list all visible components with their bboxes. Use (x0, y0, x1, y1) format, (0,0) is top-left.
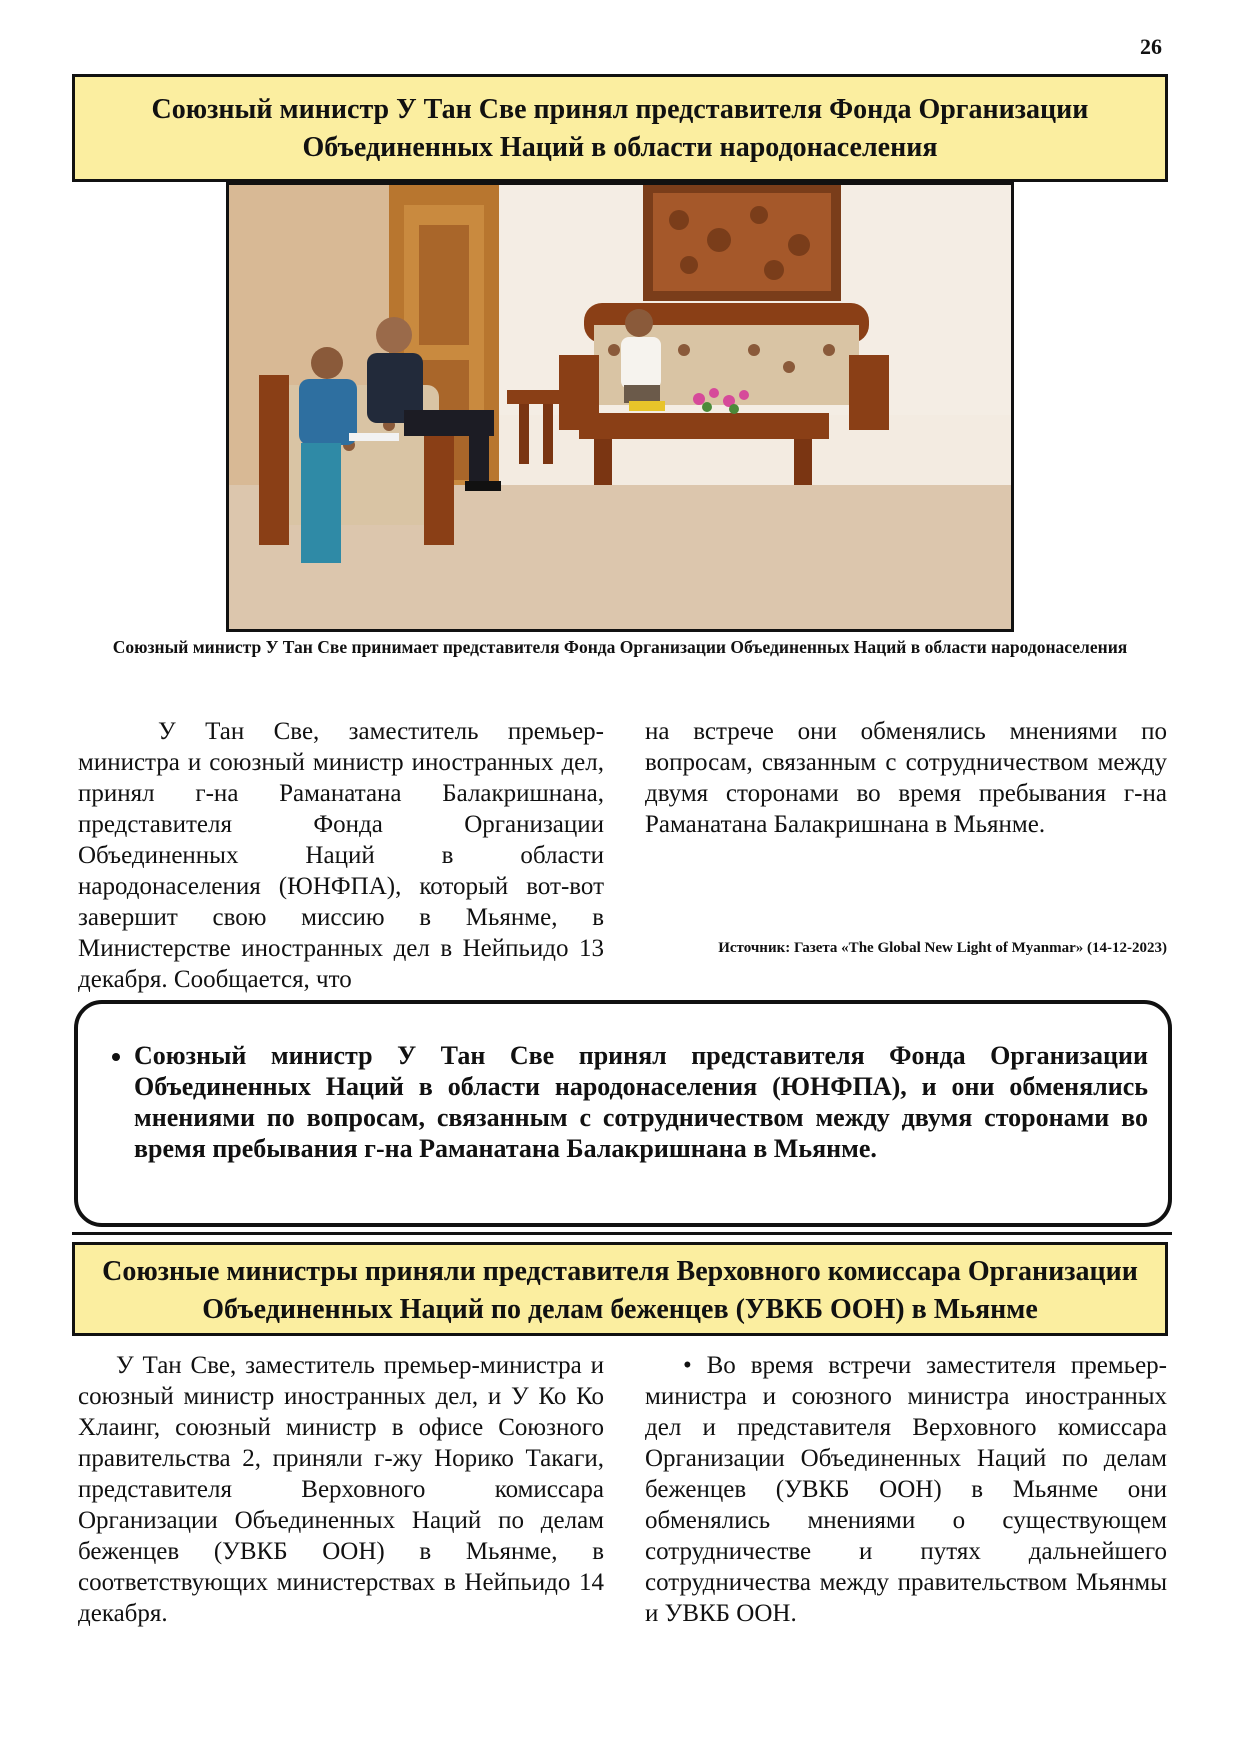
summary-bullet: • Союзный министр У Тан Све принял представителя Фонда Организации Объединенных Наций в области народонаселения (ЮНФПА), и они обменялись мнениями по вопросам, связанным с сотрудничеством между двумя сторонами во время пребывания г-на Раманатана Балакришнана в Мьянме. (134, 1040, 1148, 1164)
article-headline (72, 1242, 1168, 1336)
article-paragraph: У Тан Све, заместитель премьер-министра и союзный министр иностранных дел, принял г-на Раманатана Балакришнана, представителя Фонда Организации Объединенных Наций в области народонаселения (ЮНФПА), который вот-вот завершит свою миссию в Мьянме, в Министерстве иностранных дел в Нейпьидо 13 декабря. Сообщается, что (78, 718, 604, 993)
article-column-right (645, 716, 1167, 840)
article-headline-text: Союзный министр У Тан Све принял представителя Фонда Организации Объединенных Наций в области народонаселения (151, 94, 1089, 163)
article-paragraph: на встрече они обменялись мнениями по вопросам, связанным с сотрудничеством между двумя сторонами во время пребывания г-на Раманатана Балакришнана в Мьянме. (645, 718, 1167, 838)
source-credit: Источник: Газета «The Global New Light of Myanmar» (14-12-2023) (718, 940, 1167, 956)
article-paragraph: У Тан Све, заместитель премьер-министра и союзный министр иностранных дел, и У Ко Ко Хлаинг, союзный министр в офисе Союзного правительства 2, приняли г-жу Норико Такаги, представителя Верховного комиссара Организации Объединенных Наций по делам беженцев (УВКБ ООН) в Мьянме, в соответствующих министерствах в Нейпьидо 14 декабря. (78, 1352, 604, 1627)
photo-caption: Союзный министр У Тан Све принимает представителя Фонда Организации Объединенных Наций в области народонаселения (112, 637, 1128, 657)
article-column-right (645, 1350, 1167, 1629)
page-number: 26 (1140, 34, 1162, 59)
meeting-photo (226, 182, 1014, 632)
article-paragraph: • Во время встречи заместителя премьер-министра и союзного министра иностранных дел и представителя Верховного комиссара Организации Объединенных Наций по делам беженцев (УВКБ ООН) в Мьянме они обменялись мнениями о существующем сотрудничестве и путях дальнейшего сотрудничества между правительством Мьянмы и УВКБ ООН. (645, 1352, 1167, 1627)
article-headline (72, 74, 1168, 182)
summary-list (78, 1004, 1168, 1164)
article-column-left (78, 1350, 604, 1629)
summary-box (74, 1000, 1172, 1227)
article-column-left (78, 716, 604, 995)
article-headline-text: Союзные министры приняли представителя Верховного комиссара Организации Объединенных Наций по делам беженцев (УВКБ ООН) в Мьянме (102, 1256, 1138, 1325)
section-divider (72, 1232, 1172, 1235)
